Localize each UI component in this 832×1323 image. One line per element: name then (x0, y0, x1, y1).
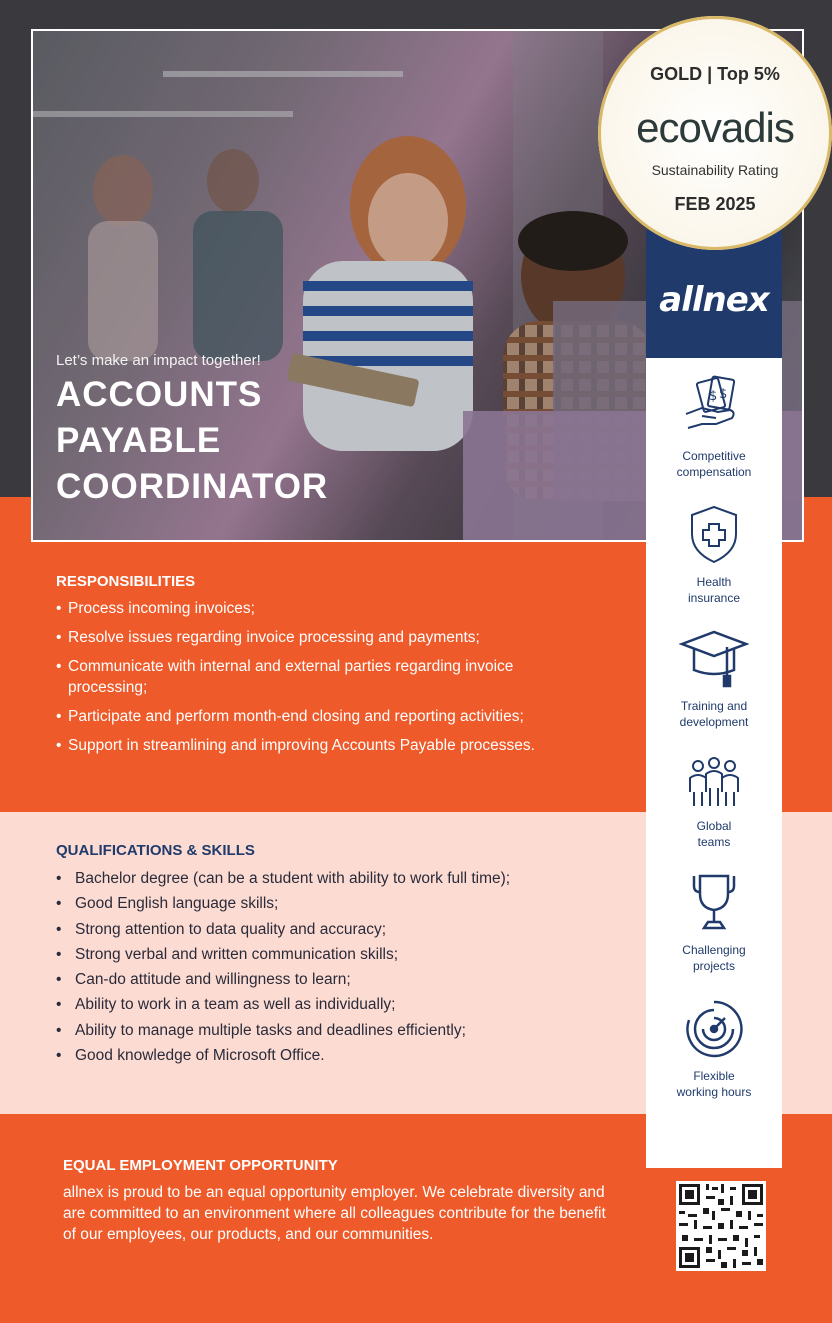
health-shield-icon (686, 504, 742, 566)
qualifications-list (56, 866, 616, 1068)
benefit-training (646, 628, 782, 730)
job-title-line: PAYABLE (56, 421, 222, 460)
badge-brand: ecovadis (636, 104, 794, 151)
eeo-body: allnex is proud to be an equal opportunity employer. We celebrate diversity and are committed to an environment where all colleagues contribute for the benefit of our employees, our products, and our communities. (63, 1184, 606, 1243)
list-item: • Strong attention to data quality and accuracy; (56, 917, 616, 942)
qr-code[interactable] (676, 1181, 766, 1271)
list-item: • Ability to manage multiple tasks and deadlines efficiently; (56, 1018, 616, 1043)
hero-tagline: Let’s make an impact together! (56, 352, 261, 369)
benefit-label-line2: working hours (676, 1085, 752, 1099)
benefit-label (646, 1068, 782, 1100)
list-item: • Resolve issues regarding invoice processing and payments; (56, 627, 596, 648)
list-item: • Support in streamlining and improving Accounts Payable processes. (56, 735, 596, 756)
benefit-flexible-hours (646, 998, 782, 1100)
badge-rating-level: GOLD | Top 5% (650, 64, 780, 84)
benefit-label-line2: development (679, 715, 749, 729)
badge-date: FEB 2025 (674, 194, 756, 214)
benefit-label-line2: insurance (687, 591, 741, 605)
badge-subtitle: Sustainability Rating (651, 162, 779, 178)
list-item: • Process incoming invoices; (56, 598, 596, 619)
job-title-line: ACCOUNTS (56, 375, 263, 414)
team-people-icon (686, 754, 742, 810)
benefit-label-line1: Competitive (682, 449, 746, 463)
svg-text:$: $ (719, 387, 728, 402)
svg-text:$: $ (709, 389, 718, 404)
list-item: • Good knowledge of Microsoft Office. (56, 1043, 616, 1068)
benefit-label (646, 574, 782, 606)
qualifications-heading: QUALIFICATIONS & SKILLS (56, 842, 255, 859)
benefit-compensation (646, 374, 782, 480)
benefit-label-line2: projects (692, 959, 736, 973)
benefit-label (646, 448, 782, 480)
ecovadis-badge (598, 16, 832, 250)
list-item: • Good English language skills; (56, 891, 616, 916)
list-item: • Communicate with internal and external parties regarding invoice processing; (56, 656, 596, 698)
list-item: • Can-do attitude and willingness to learn; (56, 967, 616, 992)
list-item: • Ability to work in a team as well as individually; (56, 992, 616, 1017)
benefit-label-line1: Health (696, 575, 732, 589)
eeo-heading: EQUAL EMPLOYMENT OPPORTUNITY (63, 1157, 338, 1174)
benefit-label-line1: Global (696, 819, 732, 833)
responsibilities-list (56, 598, 596, 764)
graduation-cap-icon (679, 628, 749, 690)
benefit-label (646, 942, 782, 974)
money-hand-icon (682, 374, 746, 440)
benefit-global-teams (646, 754, 782, 850)
clock-icon (683, 998, 745, 1060)
company-logo: allnex (659, 280, 769, 320)
list-item: • Strong verbal and written communication skills; (56, 942, 616, 967)
list-item: • Participate and perform month-end closing and reporting activities; (56, 706, 596, 727)
benefit-label-line2: teams (697, 835, 731, 849)
benefit-label-line1: Training and (680, 699, 748, 713)
qr-code-icon (676, 1181, 766, 1271)
benefit-label-line1: Challenging (682, 943, 746, 957)
responsibilities-heading: RESPONSIBILITIES (56, 573, 196, 590)
job-title (56, 372, 328, 510)
benefit-projects (646, 872, 782, 974)
benefit-health (646, 504, 782, 606)
benefit-label-line2: compensation (676, 465, 752, 479)
benefit-label-line1: Flexible (693, 1069, 735, 1083)
benefit-label (646, 698, 782, 730)
list-item: • Bachelor degree (can be a student with ability to work full time); (56, 866, 616, 891)
job-title-line: COORDINATOR (56, 467, 329, 506)
benefit-label (646, 818, 782, 850)
trophy-icon (690, 872, 738, 934)
